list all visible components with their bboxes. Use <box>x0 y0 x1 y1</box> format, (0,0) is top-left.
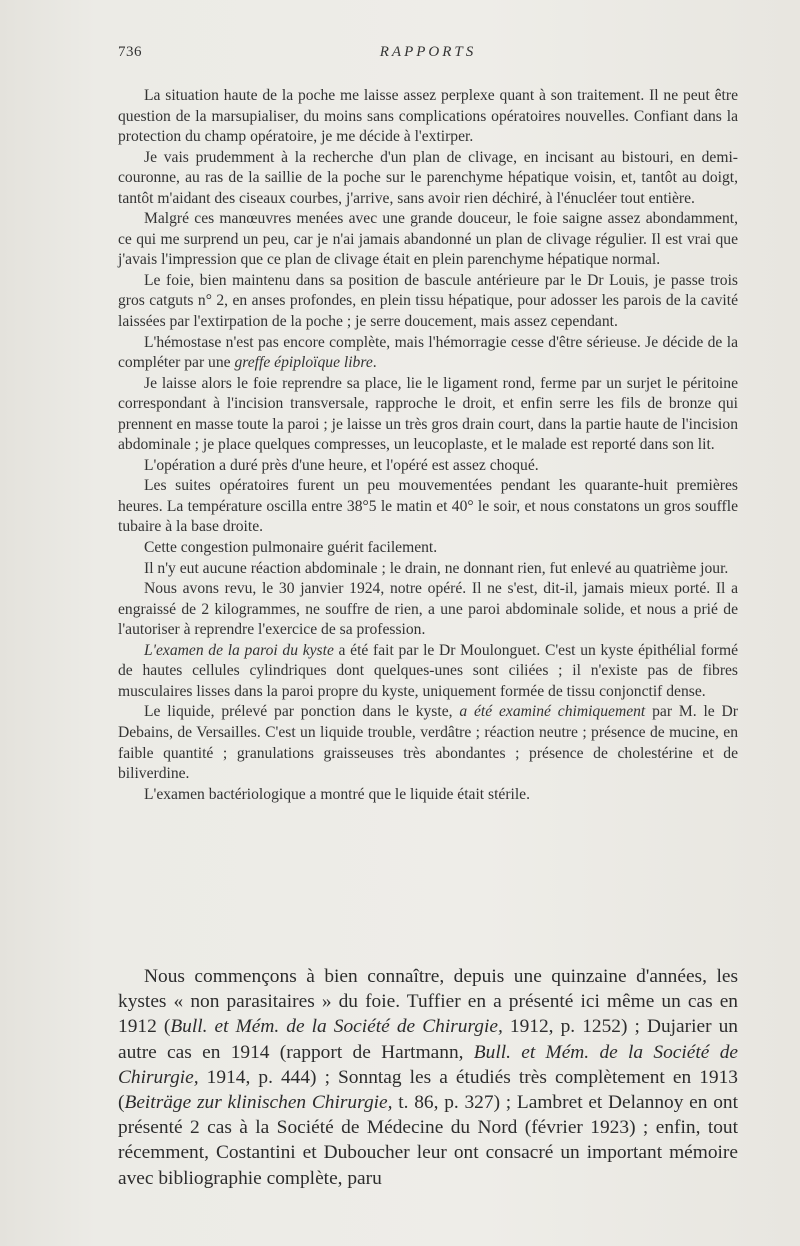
paragraph-text: Malgré ces manœuvres menées avec une grande douceur, le foie saigne assez abondamment, ce qui me surprend un peu, car je n'ai jamais abandonné un plan de clivage régulier. Il est vrai que j'avais l'impression que ce plan de clivage était en plein parenchyme hépatique normal. <box>118 210 738 269</box>
report-paragraph <box>118 86 738 148</box>
citation-title: Beiträge zur klinischen Chirurgie, <box>124 1092 393 1114</box>
case-report <box>118 86 738 805</box>
paragraph-text: L'examen bactériologique a montré que le liquide était stérile. <box>144 785 531 803</box>
citation-title: Bull. et Mém. de la Société de Chirurgie, <box>118 1041 738 1088</box>
paragraph-text: Nous avons revu, le 30 janvier 1924, notre opéré. Il ne s'est, dit-il, jamais mieux porté. Il a engraissé de 2 kilogrammes, ne souffre de rien, a une paroi abdominale solide, et nous a prié de l'autoriser à reprendre l'exercice de sa profession. <box>118 580 738 639</box>
italic-phrase: L'examen de la paroi du kyste <box>144 641 334 659</box>
paragraph-text: Le liquide, prélevé par ponction dans le kyste, <box>144 703 460 721</box>
essay-text: 1912, p. 1252) ; Dujarier un autre cas en 1914 (rapport de Hartmann, <box>118 1016 739 1063</box>
report-paragraph <box>118 209 738 271</box>
report-paragraph <box>118 538 738 559</box>
italic-phrase: greffe épiploïque libre <box>234 354 373 372</box>
paragraph-text: Il n'y eut aucune réaction abdominale ; le drain, ne donnant rien, fut enlevé au quatrième jour. <box>144 559 729 577</box>
italic-phrase: a été examiné chimiquement <box>459 703 646 721</box>
report-paragraph <box>118 641 738 703</box>
paragraph-text: L'hémostase n'est pas encore complète, mais l'hémorragie cesse d'être sérieuse. Je décide de la compléter par une <box>118 333 738 372</box>
paragraph-text: . <box>372 354 377 372</box>
paragraph-text: Les suites opératoires furent un peu mouvementées pendant les quarante-huit premières heures. La température oscilla entre 38°5 le matin et 40° le soir, et nous constatons un gros souffle tubaire à la base droite. <box>118 477 738 536</box>
citation-title: Bull. et Mém. de la Société de Chirurgie, <box>170 1016 503 1038</box>
report-paragraph <box>118 785 738 806</box>
paragraph-text: par M. le Dr Debains, de Versailles. C'est un liquide trouble, verdâtre ; réaction neutre ; présence de mucine, en faible quantité ; granulations graisseuses très abondantes ; présence de cholestérine et de biliverdine. <box>118 703 738 783</box>
paragraph-text: Le foie, bien maintenu dans sa position de bascule antérieure par le Dr Louis, je passe trois gros catguts n° 2, en anses profondes, en plein tissu hépatique, pour adosser les parois de la cavité laissées par l'extirpation de la poche ; je serre doucement, mais assez cependant. <box>118 271 738 331</box>
page-number: 736 <box>118 44 142 60</box>
paragraph-text: Je vais prudemment à la recherche d'un plan de clivage, en incisant au bistouri, en demi-couronne, au ras de la saillie de la poche sur le parenchyme hépatique voisin, et, tantôt au doigt, tantôt m'aidant des ciseaux courbes, j'arrive, sans avoir rien déchiré, à l'énucléer tout entière. <box>118 148 738 207</box>
essay-text: Nous commençons à bien connaître, depuis une quinzaine d'années, les kystes « non parasitaires » du foie. Tuffier en a présenté ici même un cas en 1912 ( <box>118 966 738 1038</box>
report-paragraph <box>118 579 738 641</box>
paragraph-text: Je laisse alors le foie reprendre sa place, lie le ligament rond, ferme par un surjet le péritoine correspondant à l'incision transversale, rapproche le droit, et enfin serre les fils de bronze qui prennent en masse toute la paroi ; je laisse un très gros drain court, dans la partie haute de l'incision abdominale ; je place quelques compresses, un leucoplaste, et le malade est reporté dans son lit. <box>118 374 738 454</box>
paragraph-text: La situation haute de la poche me laisse assez perplexe quant à son traitement. Il ne peut être question de la marsupialiser, du moins sans complications opératoires nouvelles. Confiant dans la protection du champ opératoire, je me décide à l'extirper. <box>118 87 738 146</box>
essay-text: 1914, p. 444) ; Sonntag les a étudiés très complètement en 1913 ( <box>118 1066 738 1114</box>
report-paragraph <box>118 333 738 374</box>
paragraph-text: L'opération a duré près d'une heure, et l'opéré est assez choqué. <box>144 456 539 474</box>
report-paragraph <box>118 559 738 580</box>
paragraph-text: Cette congestion pulmonaire guérit facilement. <box>144 539 438 557</box>
report-paragraph <box>118 476 738 538</box>
essay-text: t. 86, p. 327) ; Lambret et Delannoy en ont présenté 2 cas à la Société de Médecine du Nord (février 1923) ; enfin, tout récemment, Costantini et Duboucher leur ont consacré un important mémoire avec bibliographie complète, paru <box>118 1092 739 1189</box>
report-paragraph <box>118 271 738 333</box>
report-paragraph <box>118 148 738 210</box>
report-paragraph <box>118 456 738 477</box>
page-header <box>118 44 738 64</box>
essay-paragraph <box>118 964 738 1191</box>
report-paragraph <box>118 374 738 456</box>
report-paragraph <box>118 702 738 784</box>
essay-section <box>118 964 738 1191</box>
paragraph-text: a été fait par le Dr Moulonguet. C'est un kyste épithélial formé de hautes cellules cylindriques dont quelques-unes sont ciliées ; il n'existe pas de fibres musculaires lisses dans la paroi propre du kyste, uniquement formée de tissu conjonctif dense. <box>118 641 739 700</box>
running-title: RAPPORTS <box>379 44 477 60</box>
